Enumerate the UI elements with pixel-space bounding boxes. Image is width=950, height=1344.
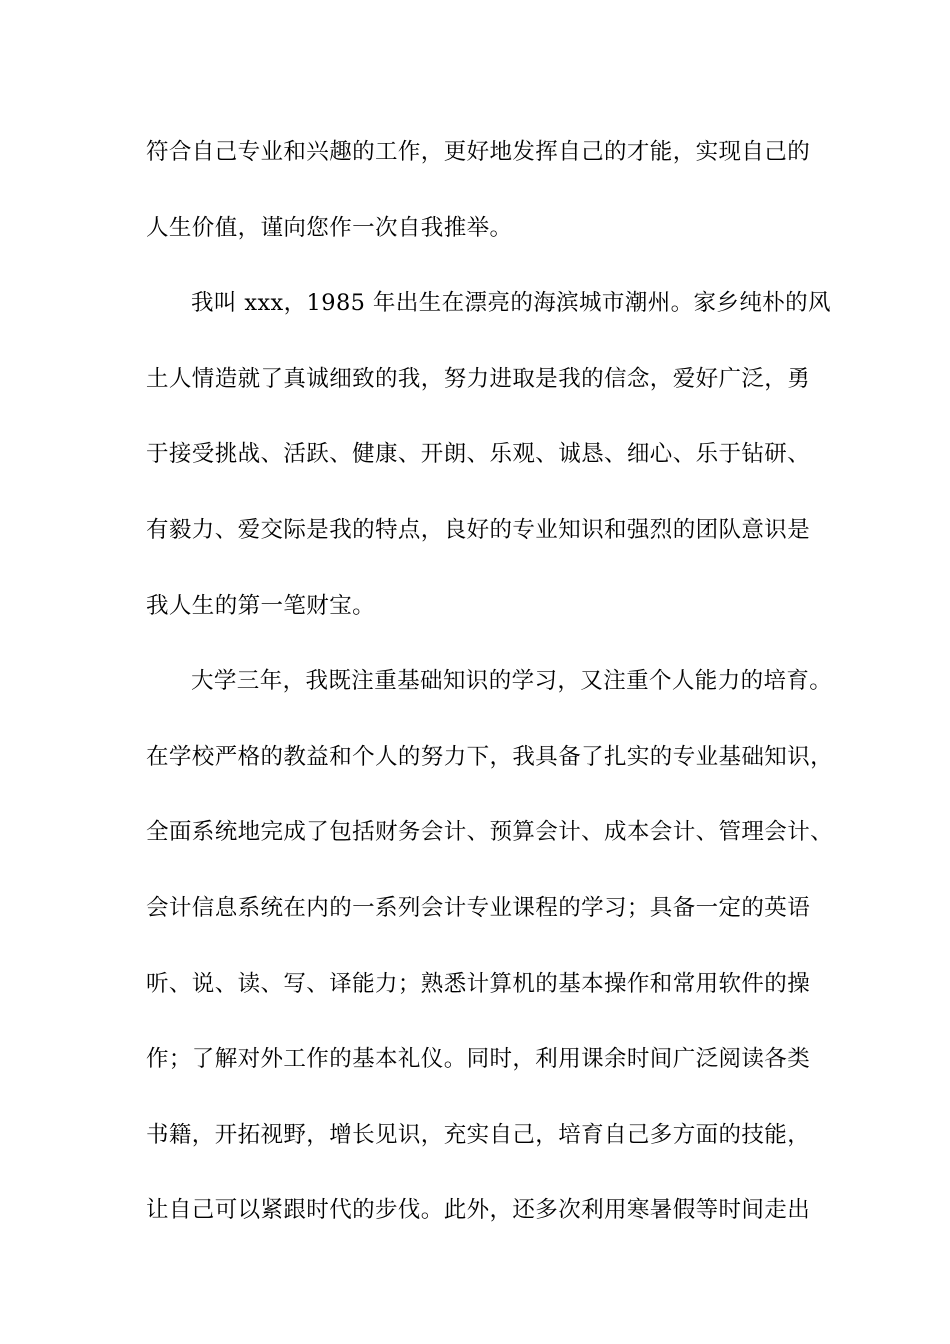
text-line: 听、说、读、写、译能力；熟悉计算机的基本操作和常用软件的操	[146, 970, 811, 997]
text-line: 我人生的第一笔财宝。	[146, 592, 376, 619]
text-line: 有毅力、爱交际是我的特点，良好的专业知识和强烈的团队意识是	[146, 516, 811, 543]
text-line: 于接受挑战、活跃、健康、开朗、乐观、诚恳、细心、乐于钻研、	[146, 441, 811, 468]
text-line: 在学校严格的教益和个人的努力下，我具备了扎实的专业基础知识，	[146, 743, 834, 770]
text-line: 全面系统地完成了包括财务会计、预算会计、成本会计、管理会计、	[146, 819, 834, 846]
document-body	[146, 128, 836, 1262]
text-line: 符合自己专业和兴趣的工作，更好地发挥自己的才能，实现自己的	[146, 139, 811, 165]
text-line: 人生价值，谨向您作一次自我推举。	[146, 214, 513, 241]
text-line: 书籍，开拓视野，增长见识，充实自己，培育自己多方面的技能，	[146, 1121, 811, 1148]
paragraph-start-line: 我叫 xxx，1985 年出生在漂亮的海滨城市潮州。家乡纯朴的风	[191, 290, 831, 317]
paragraph-start-line: 大学三年，我既注重基础知识的学习，又注重个人能力的培育。	[191, 668, 833, 695]
text-line: 让自己可以紧跟时代的步伐。此外，还多次利用寒暑假等时间走出	[146, 1197, 811, 1224]
text-line: 土人情造就了真诚细致的我，努力进取是我的信念，爱好广泛，勇	[146, 365, 811, 392]
text-line: 会计信息系统在内的一系列会计专业课程的学习；具备一定的英语	[146, 894, 811, 921]
text-line: 作；了解对外工作的基本礼仪。同时，利用课余时间广泛阅读各类	[146, 1046, 811, 1073]
